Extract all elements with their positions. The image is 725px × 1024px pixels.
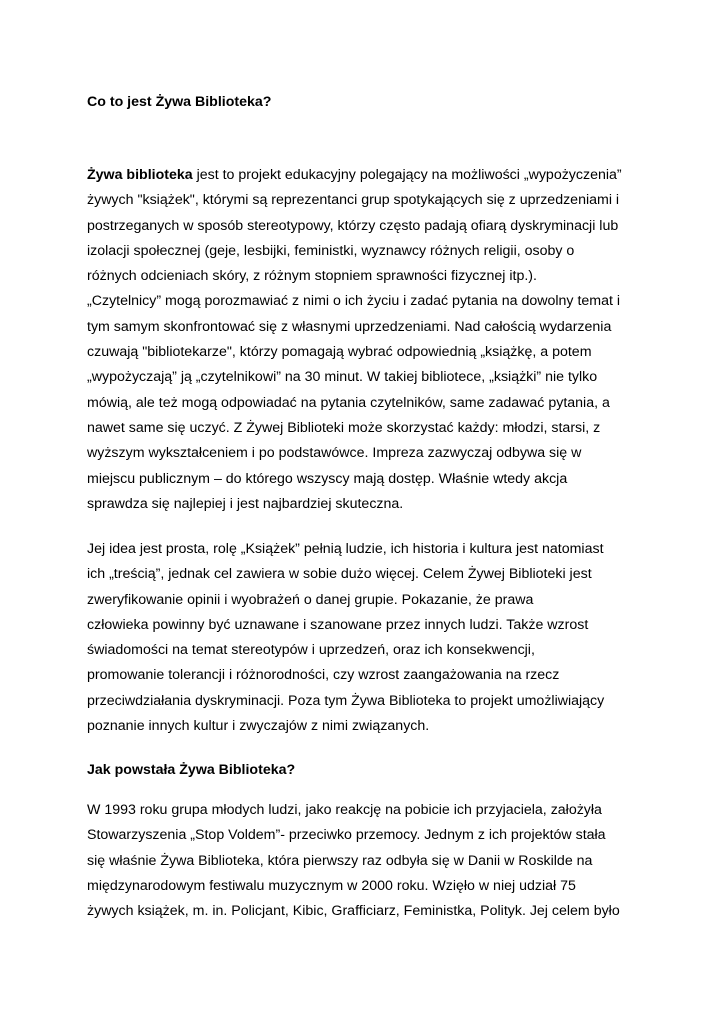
section-heading: Jak powstała Żywa Biblioteka? bbox=[87, 762, 296, 778]
paragraph-line: wyższym wykształceniem i po podstawówce. Impreza zazwyczaj odbywa się w bbox=[87, 445, 582, 462]
paragraph-line: izolacji społecznej (geje, lesbijki, feministki, wyznawcy różnych religii, osoby o bbox=[87, 242, 575, 259]
paragraph-line: tym samym skonfrontować się z własnymi uprzedzeniami. Nad całością wydarzenia bbox=[87, 318, 612, 335]
paragraph-line: człowieka powinny być uznawane i szanowane przez innych ludzi. Także wzrost bbox=[87, 616, 589, 633]
paragraph-line: różnych odcieniach skóry, z różnym stopniem sprawności fizycznej itp.). bbox=[87, 268, 537, 285]
paragraph-line: czuwają "bibliotekarze", którzy pomagają wybrać odpowiednią „książkę, a potem bbox=[87, 344, 592, 361]
paragraph-line: ich „treścią”, jednak cel zawiera w sobie dużo więcej. Celem Żywej Biblioteki jest bbox=[87, 566, 592, 583]
paragraph-line: poznanie innych kultur i zwyczajów z nimi związanych. bbox=[87, 718, 430, 735]
paragraph-line: nawet same się uczyć. Z Żywej Biblioteki może skorzystać każdy: młodzi, starsi, z bbox=[87, 419, 601, 436]
paragraph-line bbox=[87, 163, 622, 188]
paragraph-line: miejscu publicznym – do którego wszyscy mają dostęp. Właśnie wtedy akcja bbox=[87, 470, 568, 487]
paragraph-line: przeciwdziałania dyskryminacji. Poza tym Żywa Biblioteka to projekt umożliwiający bbox=[87, 692, 605, 709]
page-title: Co to jest Żywa Biblioteka? bbox=[87, 94, 272, 110]
paragraph-line: się właśnie Żywa Biblioteka, która pierwszy raz odbyła się w Danii w Roskilde na bbox=[87, 852, 593, 869]
paragraph-line: Stowarzyszenia „Stop Voldem”- przeciwko przemocy. Jednym z ich projektów stała bbox=[87, 827, 606, 844]
paragraph-line: promowanie tolerancji i różnorodności, czy wzrost zaangażowania na rzecz bbox=[87, 667, 560, 684]
line-text: jest to projekt edukacyjny polegający na możliwości „wypożyczenia” bbox=[192, 167, 622, 183]
paragraph-history bbox=[87, 798, 620, 924]
paragraph-line: żywych "książek", którymi są reprezentanci grup spotykających się z uprzedzeniami i bbox=[87, 192, 620, 209]
paragraph-line: zweryfikowanie opinii i wyobrażeń o danej grupie. Pokazanie, że prawa bbox=[87, 591, 534, 608]
paragraph-line: świadomości na temat stereotypów i uprzedzeń, oraz ich konsekwencji, bbox=[87, 642, 535, 659]
paragraph-line: międzynarodowym festiwalu muzycznym w 2000 roku. Wzięło w niej udział 75 bbox=[87, 877, 576, 894]
paragraph-line: Jej idea jest prosta, rolę „Książek” pełnią ludzie, ich historia i kultura jest natomiast bbox=[87, 541, 604, 557]
paragraph-line: postrzeganych w sposób stereotypowy, którzy często padają ofiarą dyskryminacji lub bbox=[87, 217, 619, 234]
paragraph-idea bbox=[87, 537, 604, 739]
paragraph-line: W 1993 roku grupa młodych ludzi, jako reakcję na pobicie ich przyjaciela, założyła bbox=[87, 802, 602, 818]
bold-term: Żywa biblioteka bbox=[87, 167, 193, 183]
paragraph-line: mówią, ale też mogą odpowiadać na pytania czytelników, same zadawać pytania, a bbox=[87, 394, 610, 411]
paragraph-line: sprawdza się najlepiej i jest najbardziej skuteczna. bbox=[87, 495, 404, 512]
paragraph-intro bbox=[87, 163, 622, 517]
paragraph-line: „wypożyczają” ją „czytelnikowi” na 30 minut. W takiej bibliotece, „książki” nie tylko bbox=[87, 369, 598, 386]
paragraph-line: „Czytelnicy” mogą porozmawiać z nimi o ich życiu i zadać pytania na dowolny temat i bbox=[87, 293, 621, 310]
paragraph-line: żywych książek, m. in. Policjant, Kibic, Grafficiarz, Feministka, Polityk. Jej celem było bbox=[87, 903, 620, 920]
